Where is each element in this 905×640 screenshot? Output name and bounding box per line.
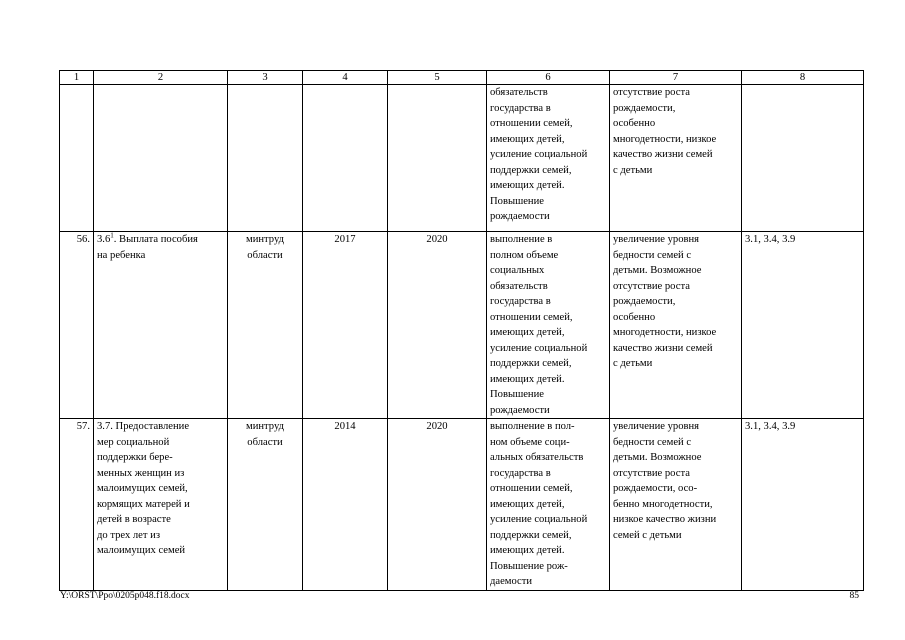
text-line: поддержки семей, [490,529,572,541]
text-line: многодетности, низкое [613,133,717,145]
text-line: имеющих детей. [490,373,565,385]
expected-result [487,85,610,232]
table-row [60,419,864,591]
related-indicators: 3.1, 3.4, 3.9 [742,419,864,591]
text-line: детей в возрасте [97,514,171,525]
program-table [59,70,864,591]
text-line: бедности семей с [613,436,692,448]
related-indicators [742,85,864,232]
text-line: менных женщин из [97,467,185,479]
text-line: поддержки семей, [490,164,572,176]
executor-cell [228,419,303,591]
text-line: поддержки бере- [97,452,173,463]
text-line: бенно многодетности, [613,498,713,510]
text-line: рождаемости, [613,102,676,114]
text-line: до трех лет из [97,529,161,541]
text-line: низкое качество жизни [613,514,717,525]
end-year [388,85,487,232]
header-cell: 2 [94,71,228,85]
end-year: 2020 [388,232,487,419]
consequences [610,232,742,419]
table-row [60,232,864,419]
start-year [303,85,388,232]
text-line: семей с детьми [613,529,682,541]
text-line: обязательств [490,280,548,292]
text-line: особенно [613,118,656,129]
text-line: мер социальной [97,436,170,448]
text-line: усиление социальной [490,514,588,525]
text-line: отношении семей, [490,118,573,129]
text-line: социальных [490,265,545,276]
consequences [610,85,742,232]
text-line: с детьми [613,358,653,369]
text-line: минтруд [246,234,284,245]
text-line: государства в [490,467,551,479]
text-line: качество жизни семей [613,149,713,160]
text-line: полном объеме [490,249,559,261]
text-line: государства в [490,296,551,307]
text-line: выполнение в пол- [490,421,575,432]
file-path: Y:\ORST\Ppo\0205p048.f18.docx [60,591,190,601]
text-line: детьми. Возможное [613,265,702,276]
measure-name-first-line: 3.7. Предоставление [97,421,190,432]
text-line: отсутствие роста [613,87,690,98]
text-line: бедности семей с [613,249,692,261]
header-cell: 6 [487,71,610,85]
expected-result [487,419,610,591]
text-line: области [247,436,283,448]
text-line: детьми. Возможное [613,452,702,463]
header-cell: 4 [303,71,388,85]
text-line: выполнение в [490,234,553,245]
end-year: 2020 [388,419,487,591]
header-cell: 1 [60,71,94,85]
header-row [60,71,864,85]
text-line: рождаемости [490,404,550,416]
text-line: на ребенка [97,249,146,261]
text-line: ном объеме соци- [490,436,570,448]
text-line: имеющих детей, [490,498,565,510]
row-number: 56. [60,232,94,419]
row-number: 57. [60,419,94,591]
text-line: качество жизни семей [613,342,713,354]
related-indicators: 3.1, 3.4, 3.9 [742,232,864,419]
text-line: имеющих детей. [490,545,565,556]
row-number [60,85,94,232]
text-line: имеющих детей, [490,133,565,145]
text-line: Повышение рож- [490,560,568,572]
text-line: кормящих матерей и [97,498,190,510]
text-line: увеличение уровня [613,421,700,432]
measure-name [94,85,228,232]
text-line: отсутствие роста [613,280,690,292]
header-cell: 8 [742,71,864,85]
text-line: имеющих детей. [490,180,565,191]
text-line: многодетности, низкое [613,327,717,338]
text-line: малоимущих семей [97,545,186,556]
text-line: Повышение [490,195,544,207]
text-line: отношении семей, [490,483,573,494]
consequences [610,419,742,591]
start-year: 2014 [303,419,388,591]
measure-name [94,232,228,419]
text-line: минтруд [246,421,284,432]
executor-cell [228,85,303,232]
text-line: области [247,249,283,261]
text-line: с детьми [613,164,653,176]
header-cell: 3 [228,71,303,85]
text-line: Повышение [490,389,544,400]
text-line: отношении семей, [490,311,573,323]
text-line: отсутствие роста [613,467,690,479]
expected-result [487,232,610,419]
measure-name [94,419,228,591]
start-year: 2017 [303,232,388,419]
text-line: малоимущих семей, [97,483,188,494]
text-line: рождаемости, осо- [613,483,698,494]
text-line: усиление социальной [490,342,588,354]
text-line: даемости [490,576,533,587]
text-line: особенно [613,311,656,323]
text-line: рождаемости [490,211,550,222]
text-line: поддержки семей, [490,358,572,369]
text-line: государства в [490,102,551,114]
page-number: 85 [849,591,859,601]
text-line: рождаемости, [613,296,676,307]
executor-cell [228,232,303,419]
text-line: увеличение уровня [613,234,700,245]
text-line: обязательств [490,87,548,98]
header-cell: 7 [610,71,742,85]
text-line: усиление социальной [490,149,588,160]
table-row [60,85,864,232]
text-line: имеющих детей, [490,327,565,338]
header-cell: 5 [388,71,487,85]
measure-name-first-line: $3.6^1$. Выплата пособия [97,231,198,245]
text-line: альных обязательств [490,452,584,463]
